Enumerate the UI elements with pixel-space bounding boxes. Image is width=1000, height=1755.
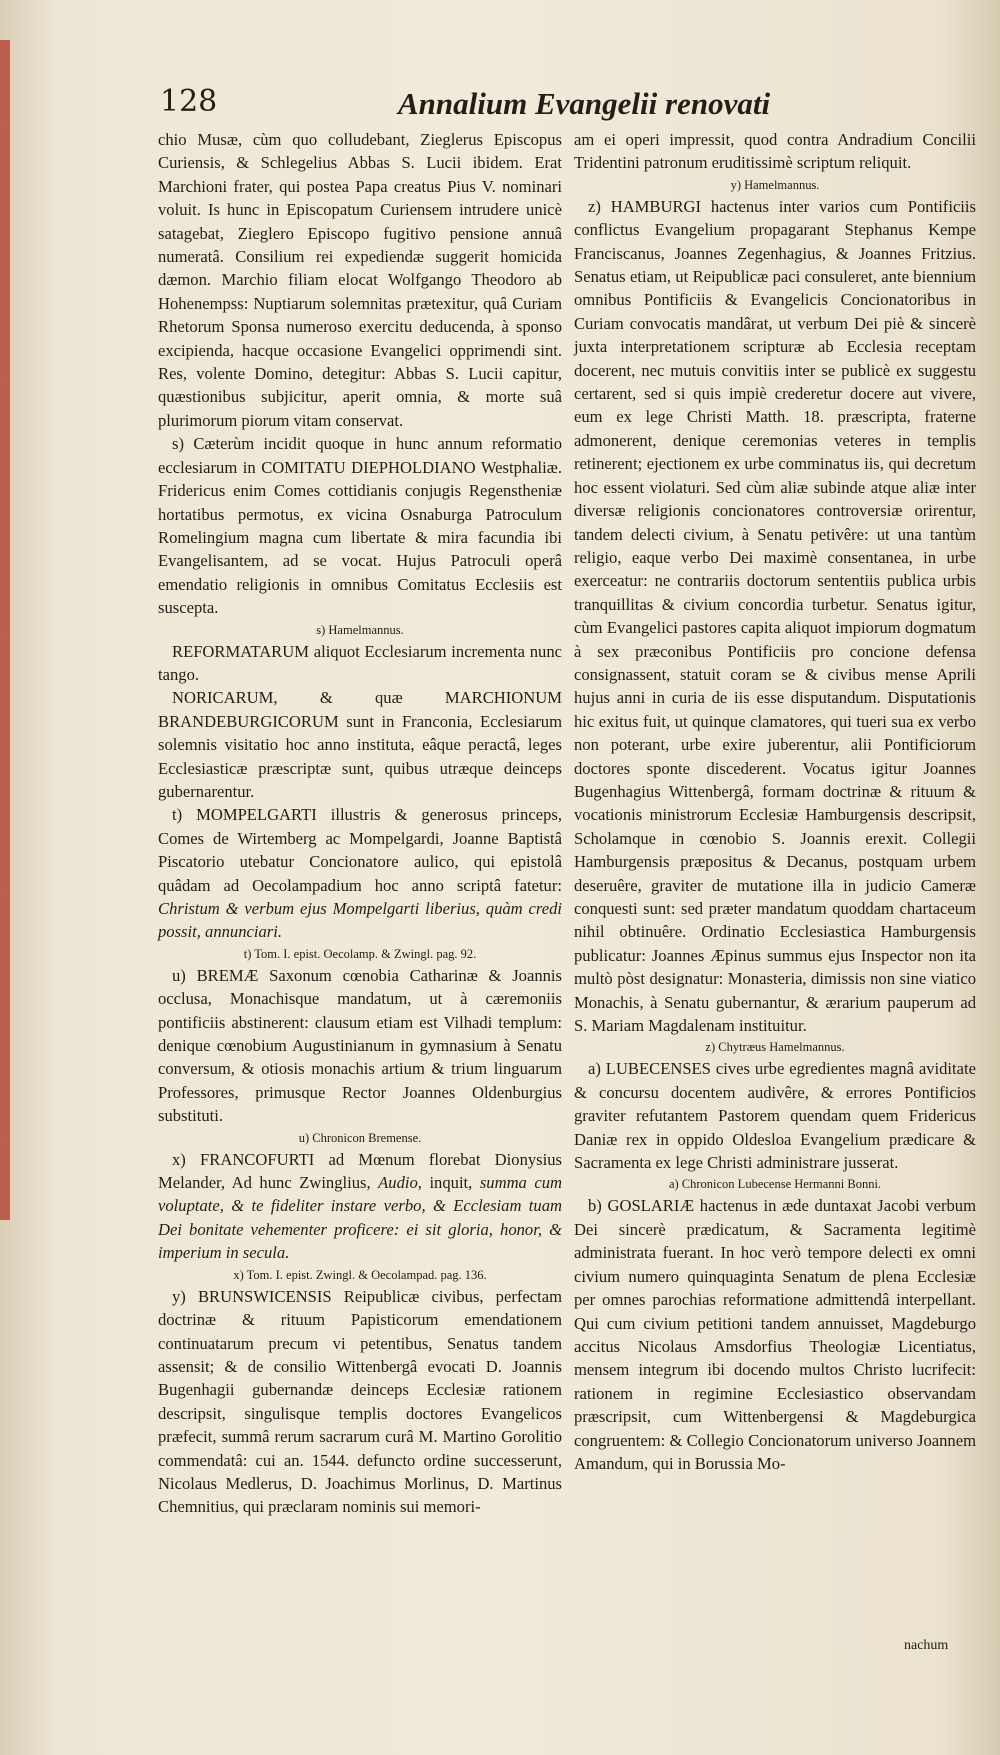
paragraph-noricarum: NORICARUM, & quæ MARCHIONUM BRANDEBURGICORUM sunt in Franconia, Ecclesiarum solemnis visitatio hoc anno instituta, eâque peractâ, leges Ecclesiasticæ præscriptæ sunt, quibus utræque deinceps gubernarentur. (158, 688, 562, 801)
catchword: nachum (904, 1638, 949, 1653)
paragraph-t-text: t) MOMPELGARTI illustris & generosus princeps, Comes de Wirtemberg ac Mompelgardi, Joanne Baptistâ Piscatorio utebatur Concionatore aulico, qui epistolâ quâdam ad Oecolampadium hoc anno scriptâ fatetur: (158, 805, 562, 895)
right-column (574, 128, 976, 1475)
page-number: 128 (160, 84, 218, 119)
left-column (158, 128, 562, 1519)
running-title: Annalium Evangelii renovati (398, 86, 771, 121)
footnote-u: u) Chronicon Bremense. (298, 1130, 422, 1145)
paragraph-b-goslar: b) GOSLARIÆ hactenus in æde duntaxat Jacobi verbum Dei sincerè prædicatum, & Sacramenta legitimè administrata fuerant. In hoc verò tempore delecti ex omni civium numero quinquaginta Senatum de plena Ecclesiæ per omnes parochias reformatione admittendâ interpellant. Qui cum civium petitioni tandem annuisset, Magdeburgo accitus Nicolaus Amsdorfius Theologiæ Licentiatus, mensem integrum ibi docendo multos Christo lucrifecit: rationem in regimine Ecclesiastico observandam præscripsit, cum Wittenbergensi & Magdeburgica congruentem: & Collegio Concionatorum universo Joannem Amandum, qui in Borussia Mo- (574, 1196, 976, 1473)
paragraph-x-text: x) FRANCOFURTI ad Mœnum florebat Dionysius Melander, Ad hunc Zwinglius, (158, 1149, 562, 1193)
page-edge-mark (0, 40, 10, 1220)
paragraph-y-brunswick: y) BRUNSWICENSIS Reipublicæ civibus, perfectam doctrinæ & rituum Papisticorum emendationem continuatarum precum vi petentibus, Senatus tandem assensit; & de consilio Wittenbergâ evocati D. Joannis Bugenhagii gubernandæ deinceps Ecclesiæ rationem descripsit, singulisque templis doctores Evangelicos præfecit, summâ rerum sacrarum curâ M. Martino Gorolitio commendatâ: cui an. 1544. defuncto ordine successerunt, Nicolaus Medlerus, D. Joachimus Morlinus, D. Martinus Chemnitius, qui præclaram nominis sui memori- (158, 1286, 562, 1517)
footnote-s: s) Hamelmannus. (316, 622, 404, 637)
paragraph-x-quote-2: summa cum voluptate, & te fideliter instare verbo, & Ecclesiam tuam Dei bonitate vehementer proficere: ei sit gloria, honor, & imperium in secula. (158, 1173, 562, 1263)
paragraph-t-mompelgart (158, 803, 562, 943)
paragraph-reformatarum: REFORMATARUM aliquot Ecclesiarum incrementa nunc tango. (158, 641, 562, 684)
paragraph-continuation-right: am ei operi impressit, quod contra Andradium Concilii Tridentini patronum eruditissimè scriptum reliquit. (574, 130, 976, 173)
footnote-t: t) Tom. I. epist. Oecolamp. & Zwingl. pag. 92. (243, 946, 477, 961)
paragraph-x-mid: , inquit, (417, 1173, 480, 1193)
footnote-y: y) Hamelmannus. (730, 177, 820, 192)
paragraph-s-diepholz: s) Cæterùm incidit quoque in hunc annum reformatio ecclesiarum in COMITATU DIEPHOLDIANO Westphaliæ. Fridericus enim Comes cottidianis conjugis Regenstheniæ hortatibus permotus, ex vicina Osnaburga Patroculum Romelingium magna cum libertate & mira facundia ibi Evangelisantem, ad se vocat. Hujus Patroculi operâ emendatio religionis in omnibus Comitatus Ecclesiis est suscepta. (158, 434, 562, 618)
paragraph-u-bremen: u) BREMÆ Saxonum cœnobia Catharinæ & Joannis occlusa, Monachisque mandatum, ut à cæremoniis pontificiis abstinerent: clausum etiam est Vilhadi templum: denique cœnobium Augustinianum in gymnasium à Senatu conversum, & otiosis monachis artium & trium linguarum Professores, primusque Rector Joannes Oldenburgius substituti. (158, 965, 562, 1126)
paragraph-continuation: chio Musæ, cùm quo colludebant, Zieglerus Episcopus Curiensis, & Schlegelius Abbas S. Lucii ibidem. Erat Marchioni frater, qui postea Papa creatus Pius V. nominari voluit. Is hunc in Episcopatum Curiensem intrudere unicè satagebat, Zieglero Episcopo fugitivo pensione annuâ numeratâ. Consilium rei expediendæ suggerit homicida dæmon. Marchio filiam elocat Wolfgango Theodoro ab Hohenempss: Nuptiarum solemnitas prætexitur, quâ Curiam Rhetorum Sponsa numeroso exercitu deducenda, à sponso excipienda, hacque occasione Evangelici opprimendi sint. Res, volente Domino, detegitur: Abbas S. Lucii capitur, quæstionibus subjicitur, aperit omnia, & morte suâ plurimorum piorum vitam conservat. (158, 130, 562, 430)
paragraph-t-quote: Christum & verbum ejus Mompelgarti liberius, quàm credi possit, annunciari. (158, 899, 562, 942)
footnote-z: z) Chytræus Hamelmannus. (705, 1040, 845, 1055)
footnote-x: x) Tom. I. epist. Zwingl. & Oecolampad. pag. 136. (233, 1267, 487, 1282)
paragraph-x-frankfurt (158, 1148, 562, 1265)
paragraph-z-hamburg: z) HAMBURGI hactenus inter varios cum Pontificiis conflictus Evangelium propagarant Stephanus Kempe Franciscanus, Joannes Zegenhagius, & Joannes Fritzius. Senatus etiam, ut Reipublicæ paci consuleret, ante biennium omnibus Pontificiis & Evangelicis Concionatoribus in Curiam convocatis mandârat, ut verbum Dei piè & sincerè juxta interpretationem scripturæ ab Ecclesia receptam docerent, nec mutuis convitiis inter se publicè ex suggestu certarent, sed si quis impiè crederetur docere aut vivere, eum ex lege Christi Matth. 18. præscripta, fraterne admonerent, denique ceremonias veteres in templis retinerent; ejectionem ex urbe comminatus iis, qui decretum hoc essent violaturi. Sed cùm aliæ subinde atque aliæ inter diversæ religionis concionatores controversiæ orirentur, tandem delecti civium, à Senatu petivêre: ut una tantùm religio, eaque verbo Dei maximè consentanea, in urbe exerceatur: ne contrariis doctorum sententiis publica urbis tranquillitas & civium concordia turbetur. Senatus igitur, cùm Evangelici pastores capita aliquot impiorum dogmatum à sex præconibus Pontificiis pro concione defensa consignassent, statuit coram se & civibus mense Aprili hujus anni in curia de iis esse disputandum. Disputationis hic exitus fuit, ut quinque clamatores, qui tueri sua ex verbo non poterant, urbe exire juberentur, alii Pontificiorum doctores sponte discederent. Vocatus igitur Joannes Bugenhagius Wittenbergâ, formam doctrinæ & rituum & vocationis ministrorum Ecclesiæ Hamburgensis descripsit, Scholamque in cœnobio S. Joannis erexit. Collegii Hamburgensis præpositus & Decanus, postquam urbem deseruêre, graviter de mutatione illa in judicio Cameræ conquesti sunt: sed præter mandatum quoddam chartaceum nihil obtinuêre. Ordinatio Ecclesiastica Hamburgensis publicatur: Joannes Æpinus summus ejus Inspector non ita multò pòst designatur: Monasteria, dimissis non sine viatico Monachis, à Senatu gubernantur, & ærarium pauperum ad S. Mariam Magdalenam instituitur. (574, 196, 976, 1036)
page-header (160, 84, 800, 134)
paragraph-a-lubeck: a) LUBECENSES cives urbe egredientes magnâ aviditate & concursu docentem audivêre, & errores Pontificios graviter refutantem Pastorem quendam quem Fridericus Daniæ rex in oppido Oldesloa Evangelium prædicare & Sacramenta ex lege Christi administrare jusserat. (574, 1059, 976, 1173)
paragraph-x-quote-1: Audio (378, 1173, 418, 1193)
footnote-a: a) Chronicon Lubecense Hermanni Bonni. (668, 1177, 882, 1192)
